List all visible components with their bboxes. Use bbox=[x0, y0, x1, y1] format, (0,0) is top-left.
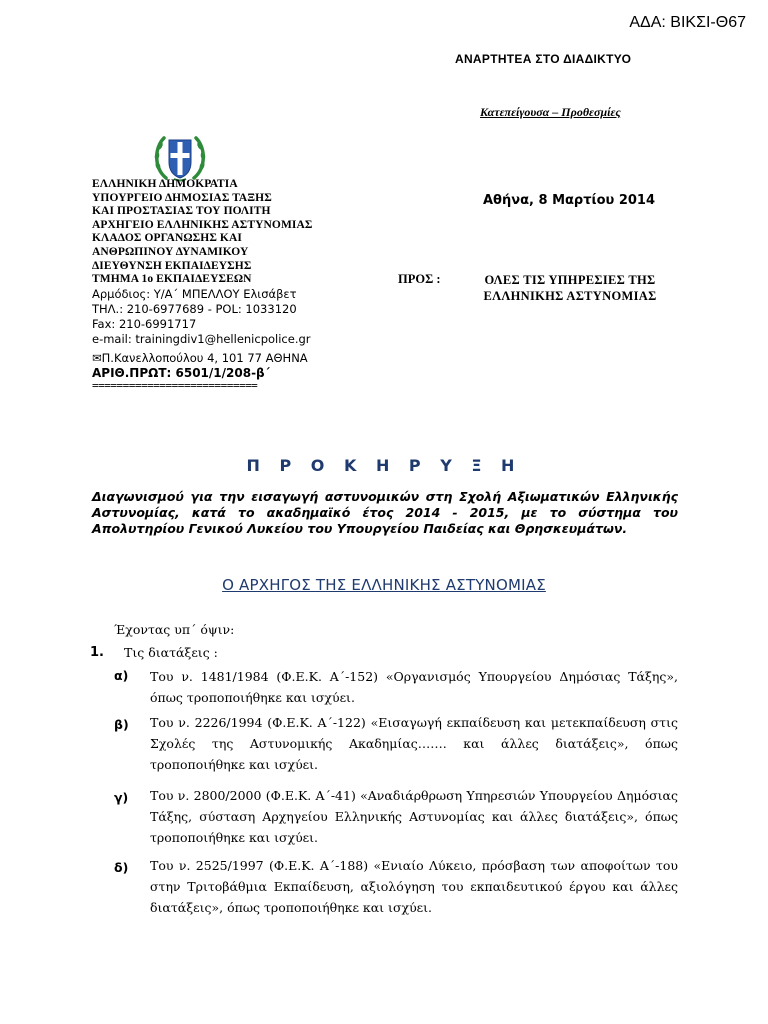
org-line: ΑΝΘΡΩΠΙΝΟΥ ΔΥΝΑΜΙΚΟΥ bbox=[92, 245, 249, 258]
subitem-text: Του ν. 2800/2000 (Φ.Ε.Κ. Α΄-41) «Αναδιάρθρωση Υπηρεσιών Υπουργείου Δημόσιας Τάξης, σύσταση Αρχηγείου Ελληνικής Αστυνομίας και άλλες διατάξεις», όπως τροποποιήθηκε και ισχύει. bbox=[150, 788, 678, 845]
having-regard-label: Έχοντας υπ΄ όψιν: bbox=[114, 622, 235, 637]
recipient-label: ΠΡΟΣ : bbox=[398, 272, 441, 286]
email-line: e-mail: trainingdiv1@hellenicpolice.gr bbox=[92, 331, 311, 346]
greek-coat-of-arms-emblem bbox=[152, 132, 208, 184]
phone-line: ΤΗΛ.: 210-6977689 - POL: 1033120 bbox=[92, 301, 297, 316]
chief-heading: Ο ΑΡΧΗΓΟΣ ΤΗΣ ΕΛΛΗΝΙΚΗΣ ΑΣΤΥΝΟΜΙΑΣ bbox=[222, 576, 546, 594]
org-line: ΚΑΙ ΠΡΟΣΤΑΣΙΑΣ ΤΟΥ ΠΟΛΙΤΗ bbox=[92, 205, 271, 218]
recipient-line: ΟΛΕΣ ΤΙΣ ΥΠΗΡΕΣΙΕΣ ΤΗΣ bbox=[484, 273, 656, 287]
ada-code: ΑΔΑ: ΒΙΚΣΙ-Θ67 bbox=[629, 14, 746, 31]
document-heading: Π Ρ Ο Κ Η Ρ Υ Ξ Η bbox=[246, 456, 522, 475]
org-line: ΤΜΗΜΑ 1ο ΕΚΠΑΙΔΕΥΣΕΩΝ bbox=[92, 273, 252, 286]
subitem-text: Του ν. 2226/1994 (Φ.Ε.Κ. Α΄-122) «Εισαγωγή εκπαίδευση και μετεκπαίδευση στις Σχολές της Αστυνομικής Ακαδημίας……. και άλλες διατάξεις», όπως τροποποιήθηκε και ισχύει. bbox=[150, 715, 678, 772]
org-line: ΚΛΑΔΟΣ ΟΡΓΑΝΩΣΗΣ ΚΑΙ bbox=[92, 232, 242, 245]
urgency-label: Κατεπείγουσα – Προθεσμίες bbox=[480, 105, 621, 119]
protocol-number: ΑΡΙΘ.ΠΡΩΤ: 6501/1/208-β΄ bbox=[92, 365, 270, 380]
responsible-person: Αρμόδιος: Υ/Α΄ ΜΠΕΛΛΟΥ Ελισάβετ bbox=[92, 286, 297, 301]
org-line: ΔΙΕΥΘΥΝΣΗ ΕΚΠΑΙΔΕΥΣΗΣ bbox=[92, 259, 252, 272]
publish-notice: ΑΝΑΡΤΗΤΕΑ ΣΤΟ ΔΙΑΔΙΚΤΥΟ bbox=[455, 52, 632, 66]
subitem-label: γ) bbox=[114, 790, 129, 805]
subject-paragraph: Διαγωνισμού για την εισαγωγή αστυνομικών στη Σχολή Αξιωματικών Ελληνικής Αστυνομίας, κατά το ακαδημαϊκό έτος 2014 - 2015, με το σύστημα του Απολυτηρίου Γενικού Λυκείου του Υπουργείου Παιδείας και Θρησκευμάτων. bbox=[92, 489, 678, 536]
subitem-label: δ) bbox=[114, 860, 129, 875]
recipient-block bbox=[470, 272, 670, 304]
address-line: ✉Π.Κανελλοπούλου 4, 101 77 ΑΘΗΝΑ bbox=[92, 350, 308, 365]
item-text: Τις διατάξεις : bbox=[124, 645, 218, 660]
separator-rule: =========================== bbox=[92, 378, 258, 392]
sender-block bbox=[92, 178, 372, 391]
subitem-text: Του ν. 2525/1997 (Φ.Ε.Κ. Α΄-188) «Ενιαίο Λύκειο, πρόσβαση των αποφοίτων του στην Τριτοβάθμια Εκπαίδευση, αξιολόγηση του εκπαιδευτικού έργου και άλλες διατάξεις», όπως τροποποιήθηκε και ισχύει. bbox=[150, 858, 678, 915]
fax-line: Fax: 210-6991717 bbox=[92, 316, 197, 331]
org-line: ΑΡΧΗΓΕΙΟ ΕΛΛΗΝΙΚΗΣ ΑΣΤΥΝΟΜΙΑΣ bbox=[92, 218, 313, 231]
recipient-line: ΕΛΛΗΝΙΚΗΣ ΑΣΤΥΝΟΜΙΑΣ bbox=[483, 289, 657, 303]
document-date: Αθήνα, 8 Μαρτίου 2014 bbox=[483, 193, 656, 208]
item-number: 1. bbox=[90, 645, 104, 660]
subitem-label: β) bbox=[114, 717, 129, 732]
org-line: ΥΠΟΥΡΓΕΙΟ ΔΗΜΟΣΙΑΣ ΤΑΞΗΣ bbox=[92, 191, 272, 204]
subitem-text: Του ν. 1481/1984 (Φ.Ε.Κ. Α΄-152) «Οργανισμός Υπουργείου Δημόσιας Τάξης», όπως τροποποιήθηκε και ισχύει. bbox=[150, 669, 678, 705]
org-line: ΕΛΛΗΝΙΚΗ ΔΗΜΟΚΡΑΤΙΑ bbox=[92, 178, 238, 190]
subitem-label: α) bbox=[114, 668, 129, 683]
